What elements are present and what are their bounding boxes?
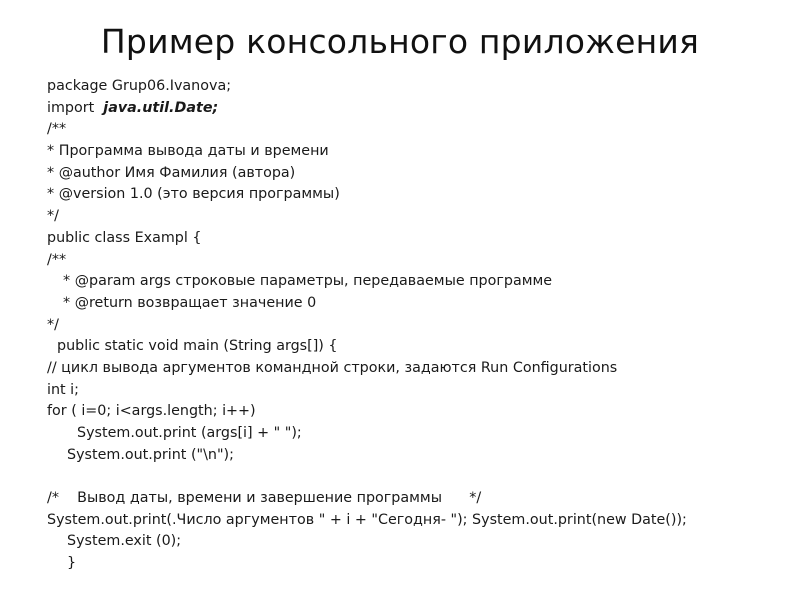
code-line-loop-comment: // цикл вывода аргументов командной строки, задаются Run Configurations bbox=[47, 359, 618, 376]
import-class: java.util.Date; bbox=[103, 99, 219, 116]
code-line-doc-open: /** bbox=[47, 121, 67, 138]
code-line-print-newline: System.out.print ("\n"); bbox=[67, 446, 234, 463]
code-line-method-doc-open: /** bbox=[47, 251, 67, 268]
code-line-doc-param: * @param args строковые параметры, передаваемые программе bbox=[63, 273, 553, 290]
keyword-package: package bbox=[47, 78, 112, 94]
code-line-method-doc-close: */ bbox=[47, 316, 59, 333]
code-line-doc-description: * Программа вывода даты и времени bbox=[47, 143, 329, 160]
code-line-package bbox=[47, 76, 787, 98]
code-line-for-loop: for ( i=0; i<args.length; i++) bbox=[47, 403, 256, 420]
code-line-doc-close: */ bbox=[47, 208, 59, 225]
code-line-class-decl: public class Exampl { bbox=[47, 229, 202, 246]
package-name: Grup06.Ivanova; bbox=[111, 78, 232, 94]
slide-title: Пример консольного приложения bbox=[100, 22, 700, 61]
code-line-date-comment: /* Вывод даты, времени и завершение программы */ bbox=[47, 490, 482, 507]
code-line-closing-brace: } bbox=[67, 555, 77, 572]
code-line-import bbox=[47, 98, 787, 120]
code-line-doc-version: * @version 1.0 (это версия программы) bbox=[47, 186, 340, 203]
code-line-int-decl: int i; bbox=[47, 381, 79, 398]
code-listing bbox=[47, 76, 787, 575]
code-line-main-decl: public static void main (String args[]) { bbox=[57, 338, 338, 355]
code-line-blank bbox=[47, 466, 787, 488]
code-line-doc-author: * @author Имя Фамилия (автора) bbox=[47, 164, 296, 181]
keyword-import: import bbox=[47, 99, 104, 116]
code-line-print-date: System.out.print(.Число аргументов " + i + "Сегодня- "); System.out.print(new Date()); bbox=[47, 511, 687, 528]
code-line-exit: System.exit (0); bbox=[67, 533, 182, 550]
code-line-print-args: System.out.print (args[i] + " "); bbox=[77, 425, 302, 441]
code-line-doc-return: * @return возвращает значение 0 bbox=[63, 294, 317, 311]
